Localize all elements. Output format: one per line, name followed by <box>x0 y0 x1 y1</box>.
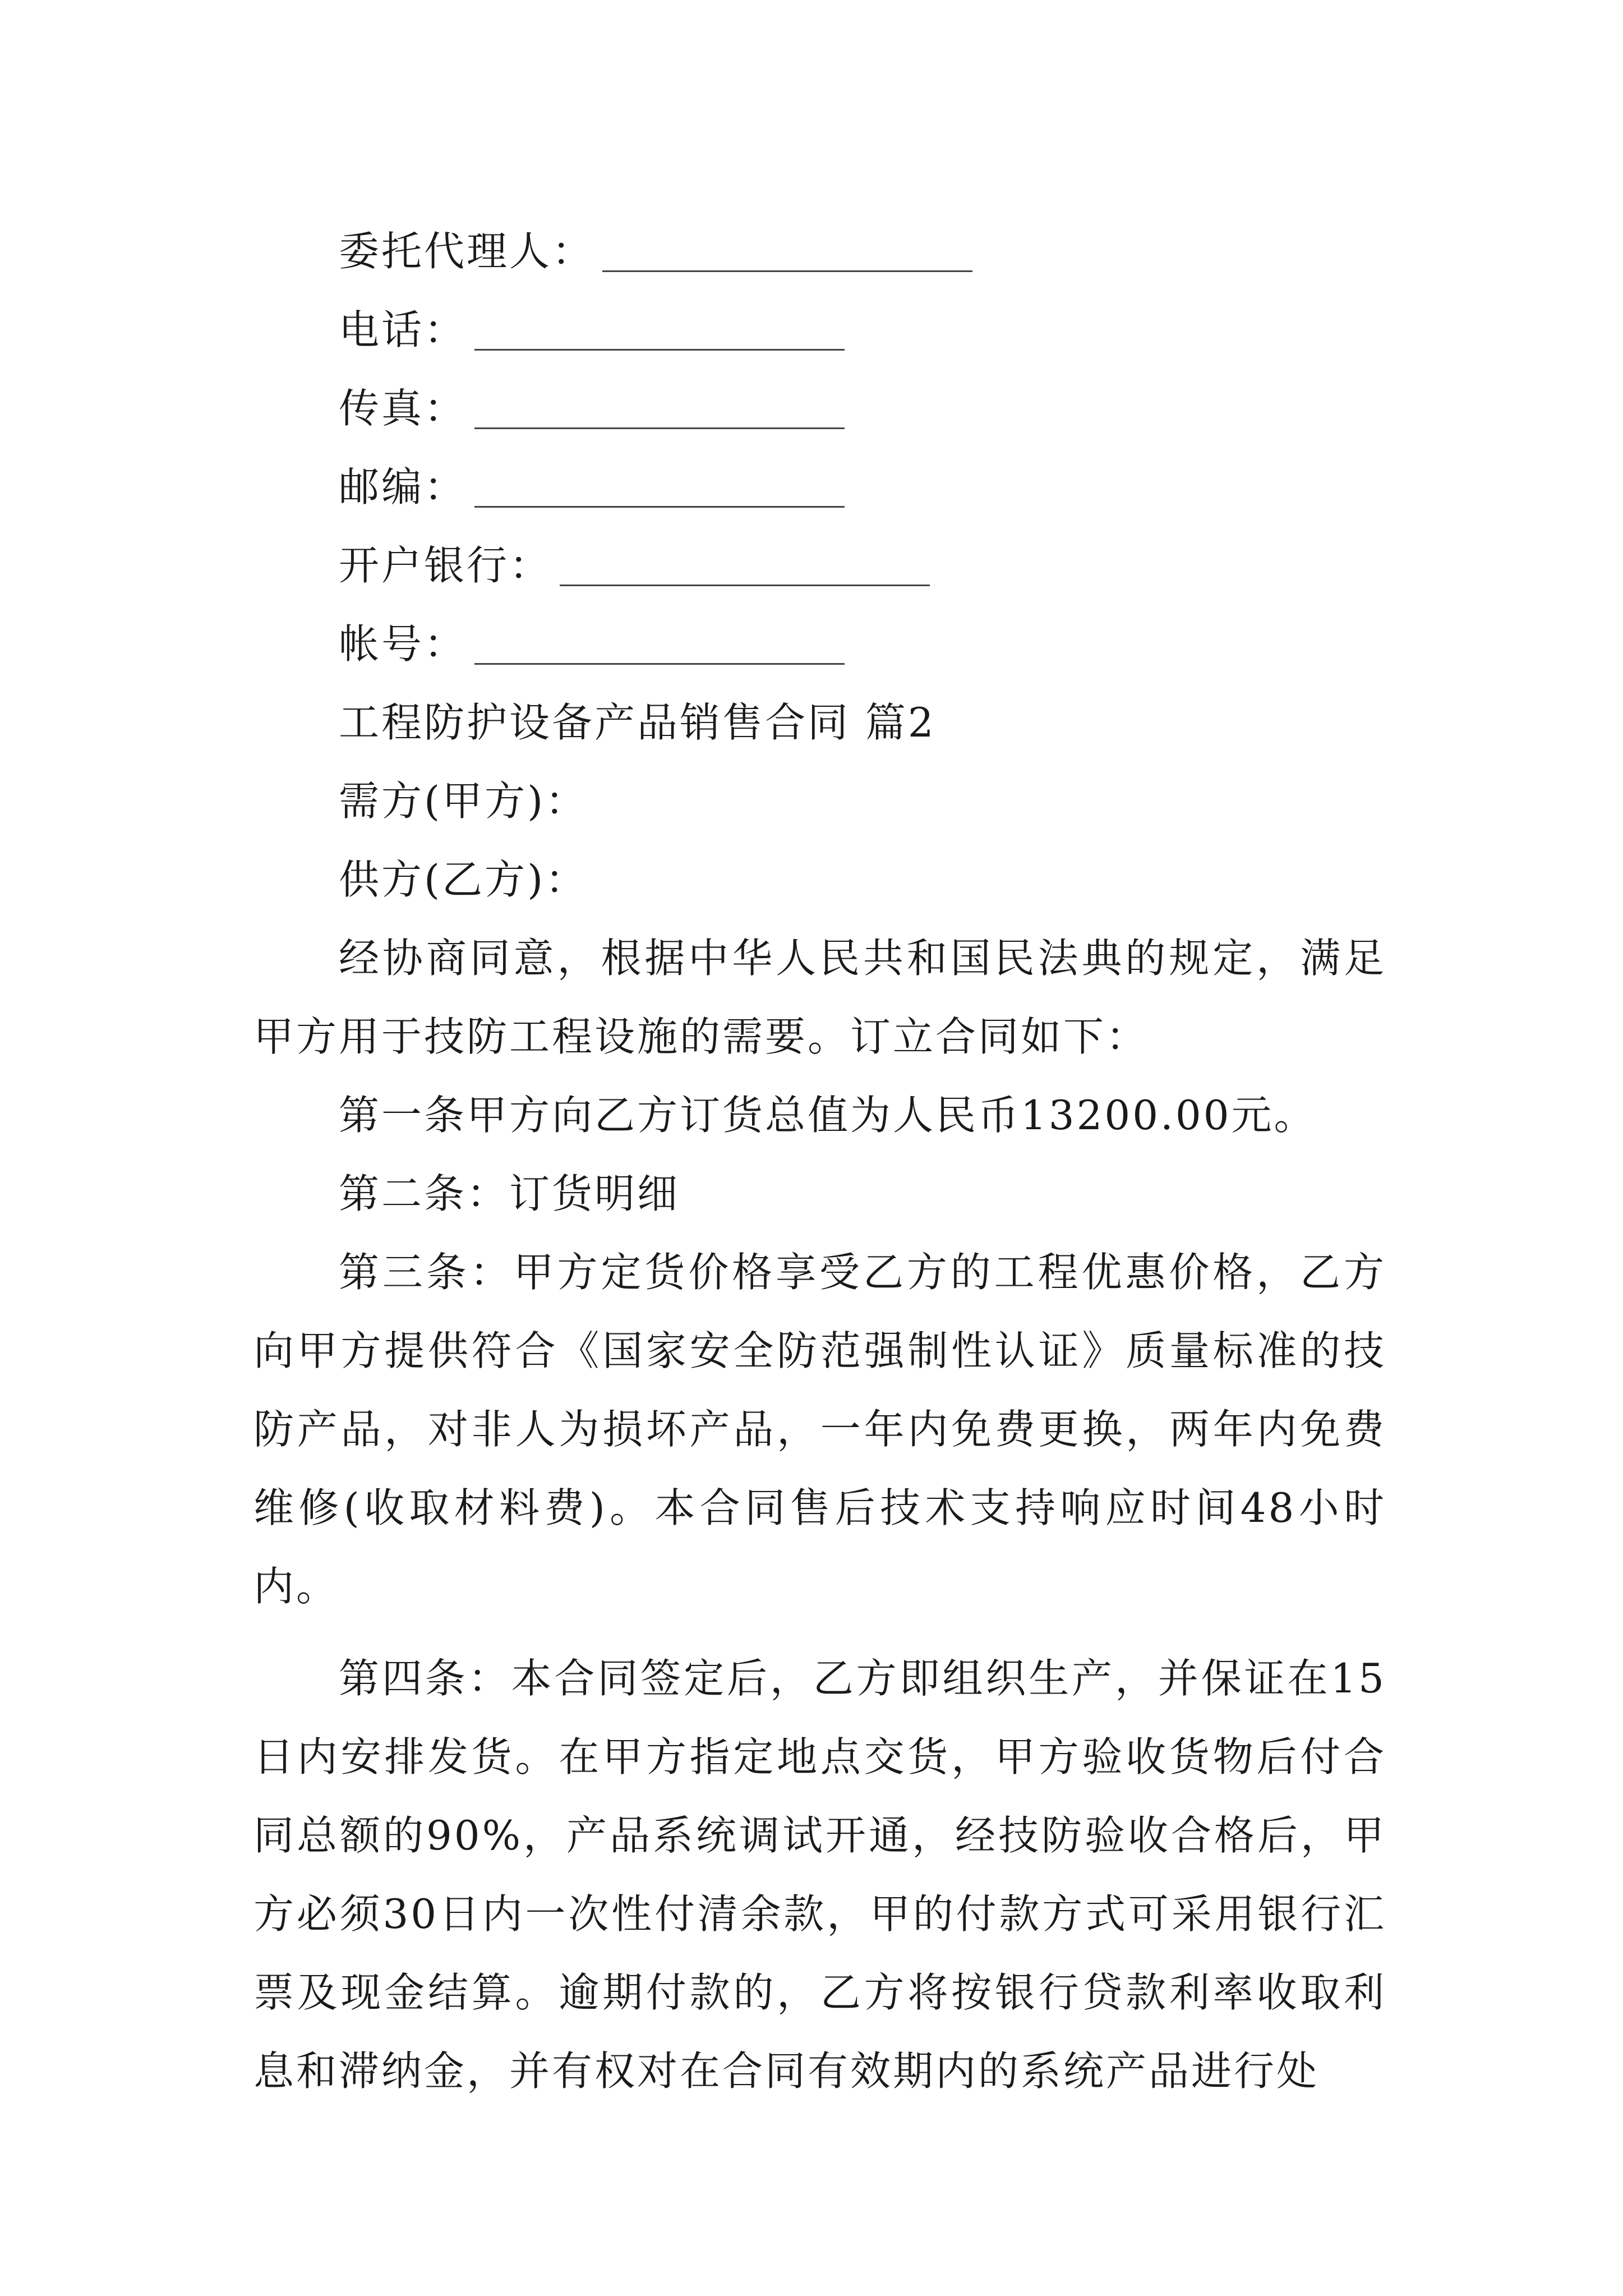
paragraph-article-1: 第一条甲方向乙方订货总值为人民币13200.00元。 <box>339 1092 1317 1139</box>
paragraph-gap <box>253 1626 1386 1639</box>
field-fax <box>253 369 1386 448</box>
paragraph-article-2: 第二条：订货明细 <box>339 1170 680 1217</box>
field-bank-label: 开户银行： <box>339 542 552 589</box>
paragraph-intro: 经协商同意，根据中华人民共和国民法典的规定，满足甲方用于技防工程设施的需要。订立合同如下： <box>253 935 1386 1060</box>
document-body <box>253 212 1386 2110</box>
field-agent <box>253 212 1386 291</box>
field-phone <box>253 291 1386 369</box>
party-a: 需方(甲方)： <box>339 777 588 825</box>
field-postcode <box>253 448 1386 526</box>
field-phone-label: 电话： <box>339 306 467 353</box>
field-account-label: 帐号： <box>339 620 467 668</box>
field-account-blank <box>474 661 845 665</box>
field-account <box>253 605 1386 683</box>
field-fax-blank <box>474 425 845 429</box>
field-bank-blank <box>560 582 930 586</box>
field-postcode-blank <box>474 504 845 508</box>
field-postcode-label: 邮编： <box>339 463 467 510</box>
party-b: 供方(乙方)： <box>339 856 588 903</box>
field-fax-label: 传真： <box>339 385 467 432</box>
paragraph-article-4: 第四条：本合同签定后，乙方即组织生产，并保证在15日内安排发货。在甲方指定地点交货，甲方验收货物后付合同总额的90%，产品系统调试开通，经技防验收合格后，甲方必须30日内一次性付清余款，甲的付款方式可采用银行汇票及现金结算。逾期付款的，乙方将按银行贷款利率收取利息和滞纳金，并有权对在合同有效期内的系统产品进行处 <box>253 1655 1386 2095</box>
section-title: 工程防护设备产品销售合同 篇2 <box>339 699 936 746</box>
field-agent-blank <box>602 268 972 272</box>
field-agent-label: 委托代理人： <box>339 228 595 275</box>
field-bank <box>253 526 1386 605</box>
field-phone-blank <box>474 347 845 351</box>
paragraph-article-3: 第三条：甲方定货价格享受乙方的工程优惠价格，乙方向甲方提供符合《国家安全防范强制性认证》质量标准的技防产品，对非人为损坏产品，一年内免费更换，两年内免费维修(收取材料费)。本合同售后技术支持响应时间48小时内。 <box>253 1249 1386 1610</box>
